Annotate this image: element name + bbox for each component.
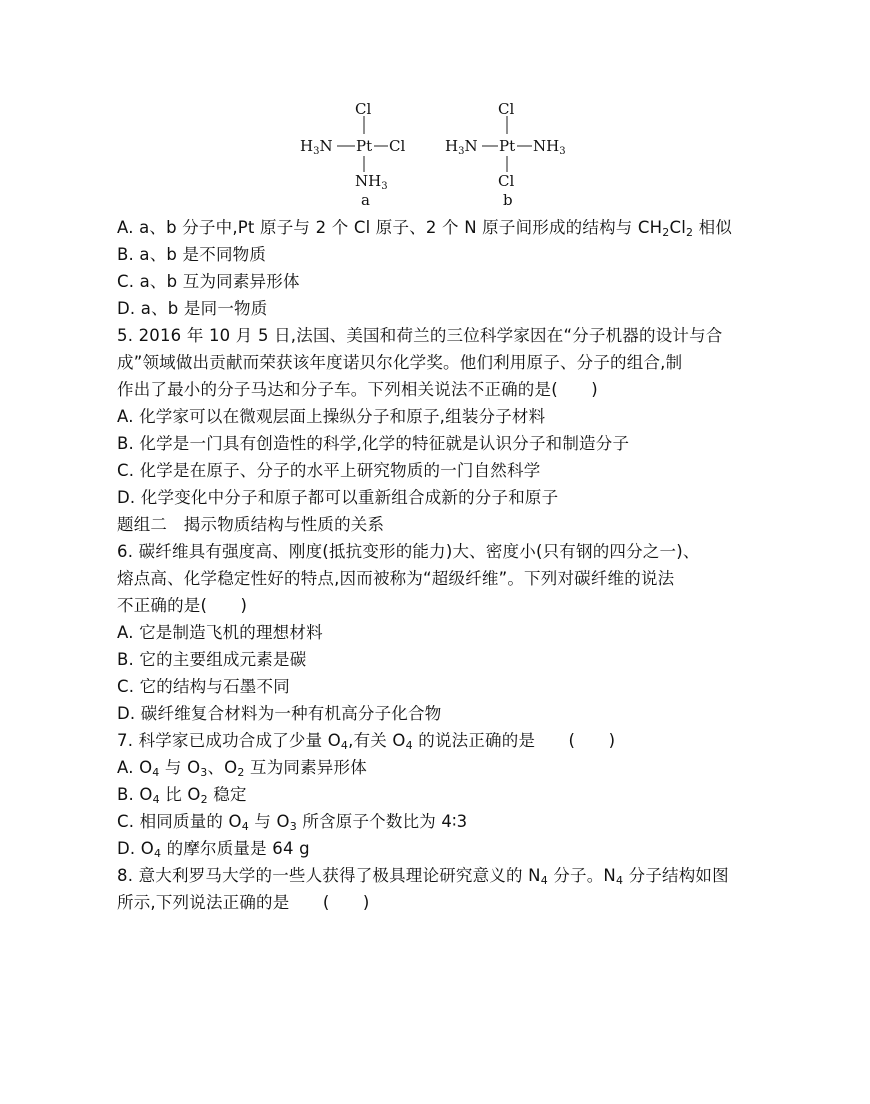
q6-option-c: C. 它的结构与石墨不同 [117, 677, 290, 696]
q5-option-a: A. 化学家可以在微观层面上操纵分子和原子,组装分子材料 [117, 407, 546, 426]
structure-a-right: Cl [389, 137, 406, 155]
q6-option-d: D. 碳纤维复合材料为一种有机高分子化合物 [117, 704, 442, 723]
structure-b-bottom: Cl [498, 172, 515, 190]
q7-option-b: B. $O_4$ 比 $O_2$ 稳定 [117, 785, 247, 806]
structure-a-top: Cl [355, 100, 372, 118]
q5-stem-line-3: 作出了最小的分子马达和分子车。下列相关说法不正确的是( ) [117, 380, 598, 399]
q6-stem-line-1: 6. 碳纤维具有强度高、刚度(抵抗变形的能力)大、密度小(只有钢的四分之一)、 [117, 542, 700, 561]
group2-heading: 题组二 揭示物质结构与性质的关系 [117, 515, 385, 534]
structure-b-center: Pt [499, 137, 516, 155]
q7-stem: 7. 科学家已成功合成了少量 $O_4$,有关 $O_4$ 的说法正确的是 ( ) [117, 731, 616, 752]
structure-a-center: Pt [356, 137, 373, 155]
q8-stem-line-1: 8. 意大利罗马大学的一些人获得了极具理论研究意义的 $N_4$ 分子。$N_4$ 分子结构如图 [117, 866, 729, 887]
structure-bonds [0, 0, 870, 220]
q8-stem-line-2: 所示,下列说法正确的是 ( ) [117, 893, 370, 912]
q5-stem-line-2: 成”领域做出贡献而荣获该年度诺贝尔化学奖。他们利用原子、分子的组合,制 [117, 353, 683, 372]
structure-b-left: $H_3N$ [445, 137, 478, 157]
q7-option-d: D. $O_4$ 的摩尔质量是 64 g [117, 839, 310, 860]
q4-option-d: D. a、b 是同一物质 [117, 299, 268, 318]
q5-stem-line-1: 5. 2016 年 10 月 5 日,法国、美国和荷兰的三位科学家因在“分子机器的设计与合 [117, 326, 723, 345]
q5-option-b: B. 化学是一门具有创造性的科学,化学的特征就是认识分子和制造分子 [117, 434, 630, 453]
q4-option-b: B. a、b 是不同物质 [117, 245, 267, 264]
q7-option-c: C. 相同质量的 $O_4$ 与 $O_3$ 所含原子个数比为 4∶3 [117, 812, 468, 833]
structure-a-left: $H_3N$ [300, 137, 333, 157]
q6-stem-line-2: 熔点高、化学稳定性好的特点,因而被称为“超级纤维”。下列对碳纤维的说法 [117, 569, 675, 588]
structure-b-label: b [503, 191, 513, 209]
structure-b-right: $NH_3$ [533, 137, 566, 157]
q6-option-a: A. 它是制造飞机的理想材料 [117, 623, 323, 642]
q7-option-a: A. $O_4$ 与 $O_3$、$O_2$ 互为同素异形体 [117, 758, 367, 779]
structure-a-label: a [361, 191, 370, 209]
q4-option-c: C. a、b 互为同素异形体 [117, 272, 300, 291]
q5-option-d: D. 化学变化中分子和原子都可以重新组合成新的分子和原子 [117, 488, 559, 507]
structure-b-top: Cl [498, 100, 515, 118]
q5-option-c: C. 化学是在原子、分子的水平上研究物质的一门自然科学 [117, 461, 541, 480]
q4-option-a: A. a、b 分子中,Pt 原子与 2 个 Cl 原子、2 个 N 原子间形成的结构与 $CH_2Cl_2$ 相似 [117, 218, 733, 239]
q6-stem-line-3: 不正确的是( ) [117, 596, 248, 615]
q6-option-b: B. 它的主要组成元素是碳 [117, 650, 307, 669]
structure-a-bottom: $NH_3$ [355, 172, 388, 192]
